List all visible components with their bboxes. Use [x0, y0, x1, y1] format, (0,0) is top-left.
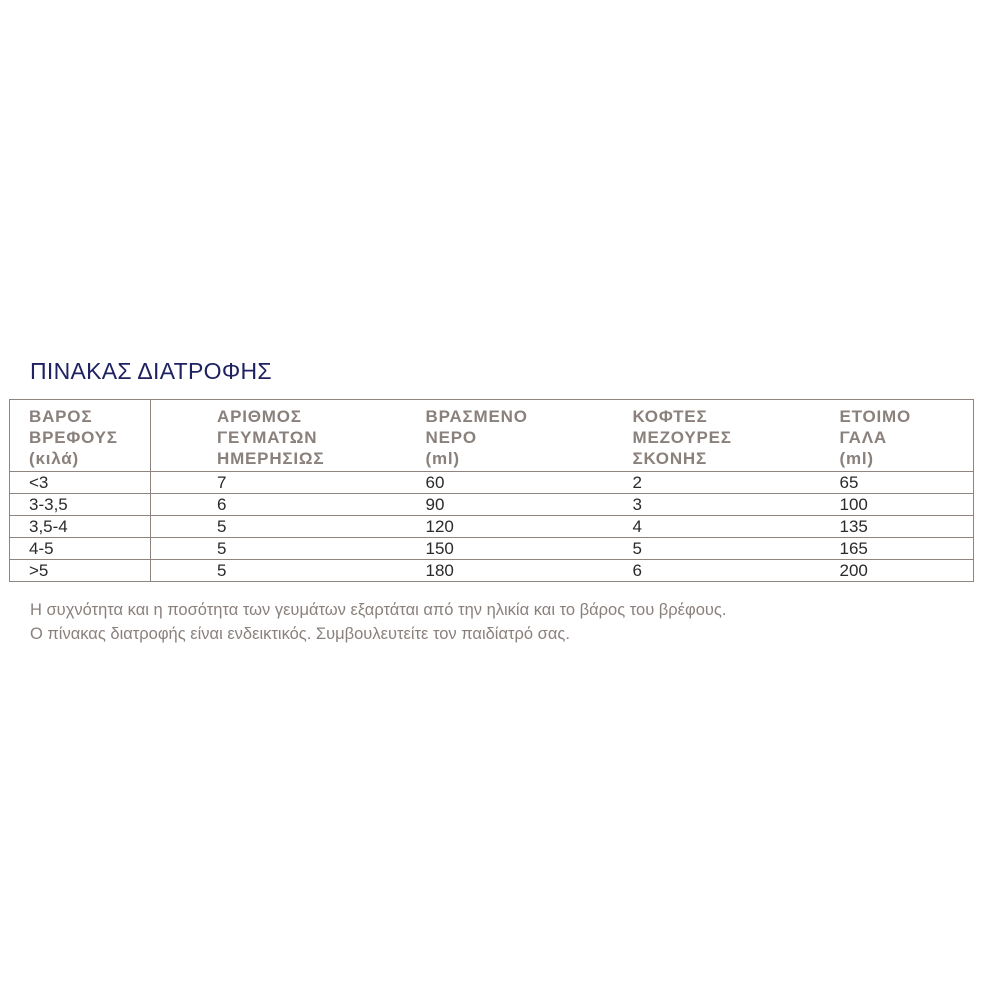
cell-milk: 165	[774, 538, 974, 560]
header-line: ΜΕΖΟΥΡΕΣ	[632, 428, 732, 447]
header-line: ΣΚΟΝΗΣ	[632, 449, 707, 468]
cell-water: 150	[360, 538, 567, 560]
cell-weight: 4-5	[10, 538, 151, 560]
header-line: ΒΡΕΦΟΥΣ	[29, 428, 118, 447]
cell-scoops: 3	[567, 494, 774, 516]
cell-meals: 5	[217, 560, 227, 580]
header-boiled-water	[360, 400, 567, 472]
cell-scoops: 4	[567, 516, 774, 538]
cell-meals: 5	[151, 516, 360, 538]
table-row	[10, 472, 974, 494]
cell-water: 180	[425, 560, 454, 580]
header-line: ΑΡΙΘΜΟΣ	[217, 407, 302, 426]
header-line: ΒΡΑΣΜΕΝΟ	[425, 407, 528, 426]
header-line: ΒΑΡΟΣ	[29, 407, 93, 426]
cell-milk: 135	[774, 516, 974, 538]
header-ready-milk	[774, 400, 974, 472]
cell-scoops: 2	[567, 472, 774, 494]
header-line: ΗΜΕΡΗΣΙΩΣ	[217, 449, 325, 468]
cell-meals: 6	[151, 494, 360, 516]
footnotes	[30, 598, 726, 646]
cell-milk: 65	[774, 472, 974, 494]
cell-water: 60	[360, 472, 567, 494]
page-title: ΠΙΝΑΚΑΣ ΔΙΑΤΡΟΦΗΣ	[30, 358, 272, 384]
cell-milk: 200	[839, 560, 868, 580]
table-header-row	[10, 400, 974, 472]
feeding-table	[9, 399, 974, 582]
footnote-frequency: Η συχνότητα και η ποσότητα των γευμάτων εξαρτάται από την ηλικία και το βάρος του βρέφους.	[30, 601, 727, 619]
cell-scoops: 6	[632, 560, 642, 580]
header-line: (κιλά)	[29, 449, 80, 468]
header-line: (ml)	[425, 449, 460, 468]
header-line: ΓΕΥΜΑΤΩΝ	[217, 428, 318, 447]
header-level-scoops	[567, 400, 774, 472]
header-infant-weight	[10, 400, 151, 472]
cell-weight: 3,5-4	[10, 516, 151, 538]
cell-water: 120	[360, 516, 567, 538]
cell-weight: >5	[10, 560, 151, 582]
header-meals-per-day	[151, 400, 360, 472]
table-row	[10, 516, 974, 538]
header-line: (ml)	[839, 449, 874, 468]
feeding-table-container	[9, 399, 973, 582]
table-row	[10, 494, 974, 516]
cell-weight: 3-3,5	[10, 494, 151, 516]
cell-meals: 5	[151, 538, 360, 560]
table-row	[10, 560, 974, 582]
header-line: ΚΟΦΤΕΣ	[632, 407, 708, 426]
cell-water: 90	[360, 494, 567, 516]
header-line: ΕΤΟΙΜΟ	[839, 407, 912, 426]
cell-meals: 7	[151, 472, 360, 494]
cell-weight: <3	[10, 472, 151, 494]
header-line: ΓΑΛΑ	[839, 428, 887, 447]
header-line: ΝΕΡΟ	[425, 428, 477, 447]
cell-milk: 100	[774, 494, 974, 516]
table-row	[10, 538, 974, 560]
cell-scoops: 5	[567, 538, 774, 560]
footnote-disclaimer: Ο πίνακας διατροφής είναι ενδεικτικός. Συμβουλευτείτε τον παιδίατρό σας.	[30, 625, 570, 643]
